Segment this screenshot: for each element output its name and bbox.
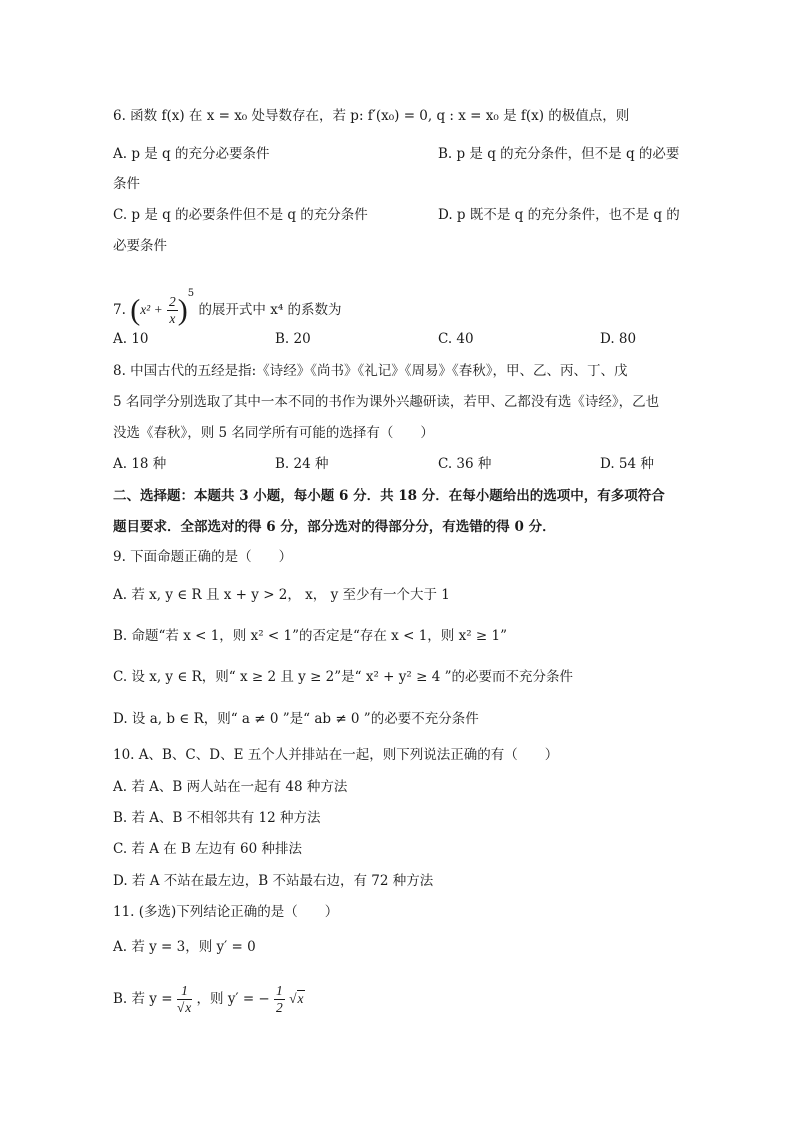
q11-frac1-denominator: √x [176, 1000, 192, 1015]
q11-stem: 11. (多选)下列结论正确的是（ ） [113, 904, 339, 920]
q10-option-d: D. 若 A 不站在最左边，B 不站最右边，有 72 种方法 [113, 873, 434, 889]
q11-fraction-2 [274, 983, 285, 1016]
q11-option-b-mid: ，则 y′ = − [196, 991, 270, 1007]
q8-line-3: 没选《春秋》，则 5 名同学所有可能的选择有（ ） [113, 425, 434, 441]
q8-line-2: 5 名同学分别选取了其中一本不同的书作为课外兴趣研读，若甲、乙都没有选《诗经》，乙也 [113, 394, 660, 410]
q7-exponent: 5 [187, 288, 195, 299]
q8-option-a: A. 18 种 [113, 456, 167, 472]
q10-option-b: B. 若 A、B 不相邻共有 12 种方法 [113, 810, 321, 826]
q11-option-a: A. 若 y = 3，则 y′ = 0 [113, 939, 256, 955]
q6-option-b: B. p 是 q 的充分条件，但不是 q 的必要 [438, 146, 680, 162]
q10-option-c: C. 若 A 在 B 左边有 60 种排法 [113, 841, 303, 857]
q7-option-a: A. 10 [113, 331, 149, 347]
left-paren: ( [130, 293, 141, 327]
section-2-header-line-2: 题目要求．全部选对的得 6 分，部分选对的得部分分，有选错的得 0 分． [113, 519, 556, 535]
q9-option-d: D. 设 a, b ∈ R，则“ a ≠ 0 ”是“ ab ≠ 0 ”的必要不充分条件 [113, 711, 479, 727]
q11-fraction-1 [177, 983, 192, 1016]
q8-option-c: C. 36 种 [438, 456, 492, 472]
q7-fraction [167, 294, 178, 327]
q7-number: 7. [113, 302, 126, 318]
q11-frac2-denominator: 2 [276, 1000, 283, 1015]
right-paren: ) [177, 293, 188, 327]
q7-option-c: C. 40 [438, 331, 474, 347]
q10-stem: 10. A、B、C、D、E 五个人并排站在一起，则下列说法正确的有（ ） [113, 747, 559, 763]
q7-option-d: D. 80 [600, 331, 637, 347]
q9-option-a: A. 若 x, y ∈ R 且 x + y > 2， x， y 至少有一个大于 1 [113, 587, 450, 603]
q7-base: x² + [140, 302, 163, 317]
q9-option-b: B. 命题“若 x < 1，则 x² < 1”的否定是“存在 x < 1，则 x² ≥ 1” [113, 628, 507, 644]
q6-stem: 6. 函数 f(x) 在 x = x₀ 处导数存在，若 p: f′(x₀) = 0, q : x = x₀ 是 f(x) 的极值点，则 [113, 108, 630, 124]
q9-option-c: C. 设 x, y ∈ R，则“ x ≥ 2 且 y ≥ 2”是“ x² + y² ≥ 4 ”的必要而不充分条件 [113, 669, 573, 685]
q6-option-d-wrap: 必要条件 [113, 238, 167, 254]
q7-frac-numerator: 2 [169, 294, 176, 309]
q9-stem: 9. 下面命题正确的是（ ） [113, 549, 293, 565]
q10-option-a: A. 若 A、B 两人站在一起有 48 种方法 [113, 779, 348, 795]
section-2-header-line-1: 二、选择题：本题共 3 小题，每小题 6 分．共 18 分．在每小题给出的选项中，有多项符合 [113, 488, 665, 504]
q7-frac-denominator: x [169, 311, 176, 326]
q7-stem [113, 271, 342, 327]
q7-option-b: B. 20 [275, 331, 311, 347]
q8-option-b: B. 24 种 [275, 456, 329, 472]
q11-option-b-prefix: B. 若 y = [113, 991, 173, 1007]
q7-tail: 的展开式中 x⁴ 的系数为 [198, 302, 342, 318]
q11-frac1-numerator: 1 [177, 983, 192, 1000]
q6-option-c: C. p 是 q 的必要条件但不是 q 的充分条件 [113, 207, 368, 223]
q6-option-b-wrap: 条件 [113, 176, 140, 192]
q8-line-1: 8. 中国古代的五经是指:《诗经》《尚书》《礼记》《周易》《春秋》，甲、乙、丙、丁、戊 [113, 363, 628, 379]
q11-frac2-numerator: 1 [276, 983, 283, 998]
q6-option-a: A. p 是 q 的充分必要条件 [113, 146, 270, 162]
q11-option-b [113, 977, 305, 1021]
q8-option-d: D. 54 种 [600, 456, 654, 472]
q11-sqrt-x: √x [289, 991, 304, 1006]
q6-option-d: D. p 既不是 q 的充分条件，也不是 q 的 [438, 207, 680, 223]
